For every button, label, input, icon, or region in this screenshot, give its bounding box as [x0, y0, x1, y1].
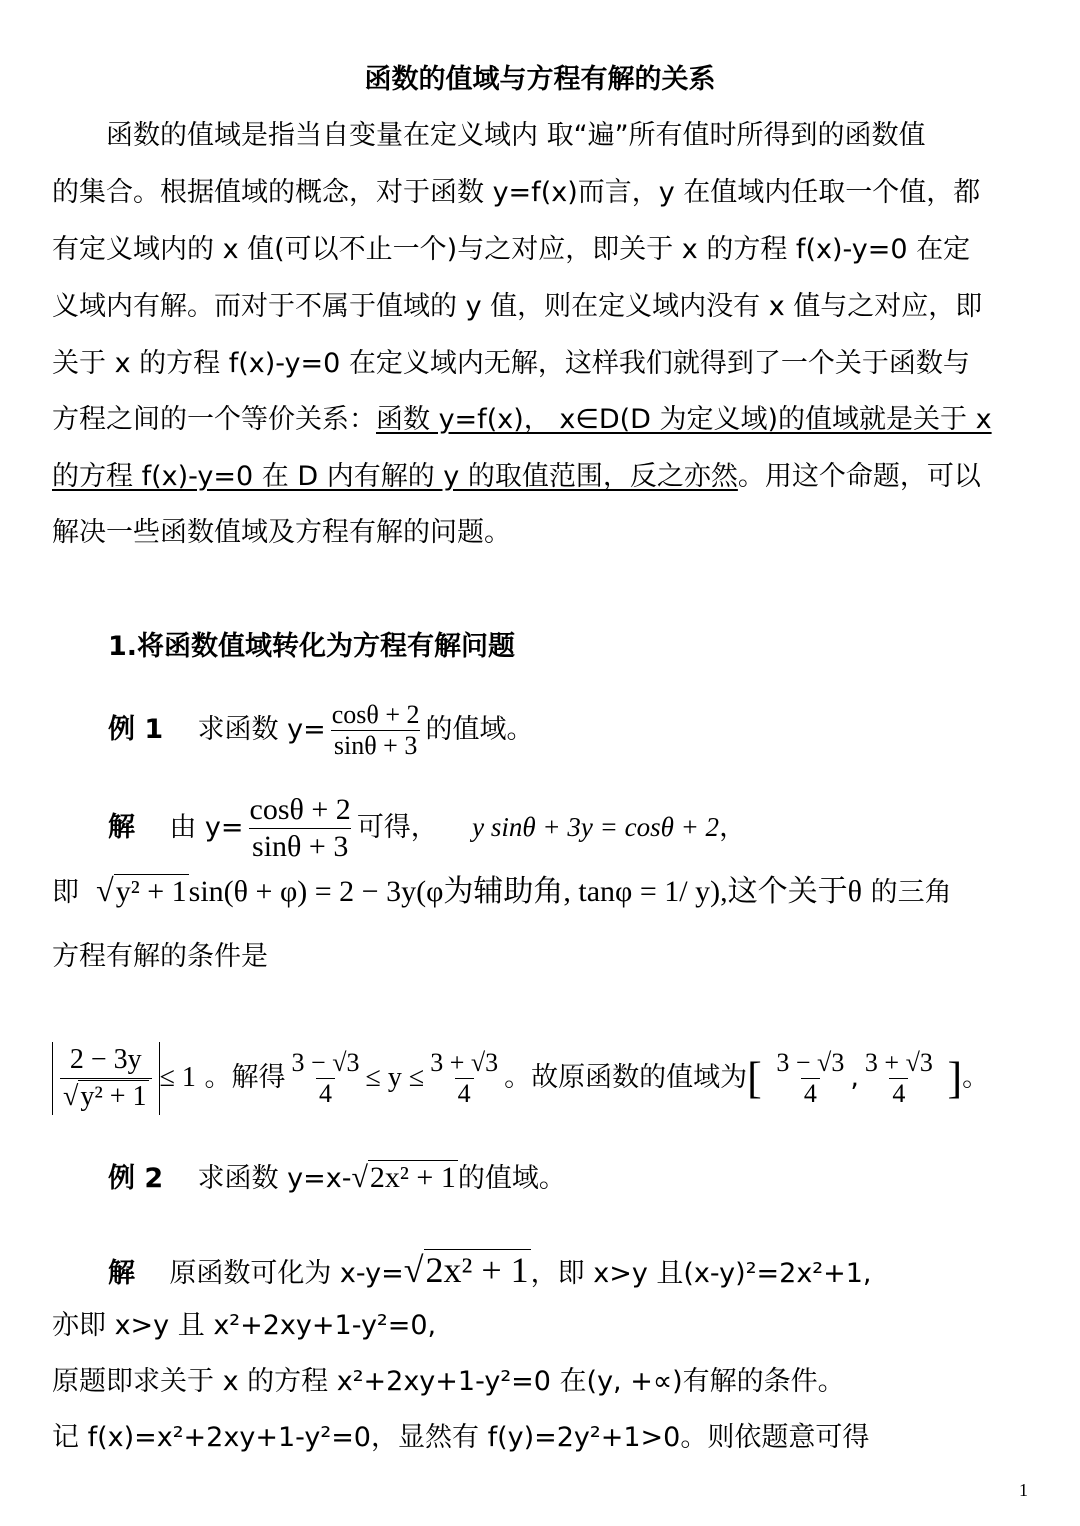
- document-title: 函数的值域与方程有解的关系: [364, 64, 716, 95]
- key-statement-part-1: 函数 y=f(x)， x∈D(D 为定义域)的值域就是关于 x: [376, 404, 992, 435]
- trig-equation: sin(θ + φ) = 2 − 3y(φ为辅助角, tanφ = 1/ y),这个关于θ: [188, 875, 862, 908]
- example-2-solution-label: 解: [108, 1258, 135, 1289]
- solution-label: 解: [108, 812, 135, 843]
- intro-line-8: 解决一些函数值域及方程有解的问题。: [52, 517, 511, 548]
- example-1-solution-line-4: $\frac{2 - 3y}{\text{√y² + 1}}$ ≤ 1 。解得 $\frac{3 - √3}{4}$ ≤ y ≤ $\frac{3 + √3}{4}$ 。故原函数的值域为[ $\frac{3 - √3}{4}$ , $\frac{3 + √3}{4}$ ]。: [52, 1042, 989, 1115]
- example-1-solution-line-1: 解 由 y= $\frac{\cos\theta + 2}{\sin\theta + 3}$ 可得， y sinθ + 3y = cosθ + 2，: [108, 793, 747, 863]
- example-2-label: 例 2: [108, 1163, 164, 1194]
- example-1-condition-text: 方程有解的条件是: [52, 941, 268, 972]
- intro-line-6: 方程之间的一个等价关系：函数 y=f(x)， x∈D(D 为定义域)的值域就是关于 x: [52, 404, 992, 435]
- solution-equation: y sinθ + 3y = cosθ + 2: [472, 812, 720, 842]
- example-1-label: 例 1: [108, 714, 164, 745]
- intro-line-4: 义域内有解。而对于不属于值域的 y 值，则在定义域内没有 x 值与之对应，即: [52, 291, 983, 322]
- example-2-solution-line-1: 解 原函数可化为 x-y=√2x² + 1，即 x>y 且(x-y)²=2x²+1,: [108, 1250, 872, 1290]
- intro-line-2: 的集合。根据值域的概念，对于函数 y=f(x)而言，y 在值域内任取一个值，都: [52, 177, 981, 208]
- example-2-solution-line-3: 原题即求关于 x 的方程 x²+2xy+1-y²=0 在(y, +∝)有解的条件。: [52, 1366, 845, 1397]
- example-2-solution-line-4: 记 f(x)=x²+2xy+1-y²=0，显然有 f(y)=2y²+1>0。则依题意可得: [52, 1422, 870, 1453]
- intro-line-7: 的方程 f(x)-y=0 在 D 内有解的 y 的取值范围，反之亦然。用这个命题，可以: [52, 461, 981, 492]
- key-statement-part-2: 的方程 f(x)-y=0 在 D 内有解的 y 的取值范围，反之亦然: [52, 461, 738, 492]
- example-1-fraction: $\frac{\cos\theta + 2}{\sin\theta + 3}$: [331, 700, 420, 760]
- intro-line-3: 有定义域内的 x 值(可以不止一个)与之对应，即关于 x 的方程 f(x)-y=0 在定: [52, 234, 971, 265]
- example-2-prompt: 例 2 求函数 y=x-√2x² + 1的值域。: [108, 1161, 566, 1194]
- example-1-solution-line-2: 即 √y² + 1sin(θ + φ) = 2 − 3y(φ为辅助角, tanφ = 1/ y),这个关于θ 的三角: [52, 872, 952, 908]
- page-number: 1: [1019, 1480, 1028, 1500]
- radical-expression: y² + 1: [115, 875, 187, 908]
- example-2-solution-line-2: 亦即 x>y 且 x²+2xy+1-y²=0,: [52, 1310, 437, 1341]
- example-1-prompt: 例 1 求函数 y= $\frac{\cos\theta + 2}{\sin\theta + 3}$ 的值域。: [108, 700, 534, 760]
- solution-fraction: $\frac{\cos\theta + 2}{\sin\theta + 3}$: [249, 793, 351, 863]
- section-1-heading: 1.将函数值域转化为方程有解问题: [108, 631, 516, 662]
- absolute-value-expression: $\frac{2 - 3y}{\text{√y² + 1}}$: [52, 1042, 160, 1115]
- intro-line-5: 关于 x 的方程 f(x)-y=0 在定义域内无解，这样我们就得到了一个关于函数与: [52, 348, 970, 379]
- intro-line-1: 函数的值域是指当自变量在定义域内 取“遍”所有值时所得到的函数值: [106, 120, 926, 151]
